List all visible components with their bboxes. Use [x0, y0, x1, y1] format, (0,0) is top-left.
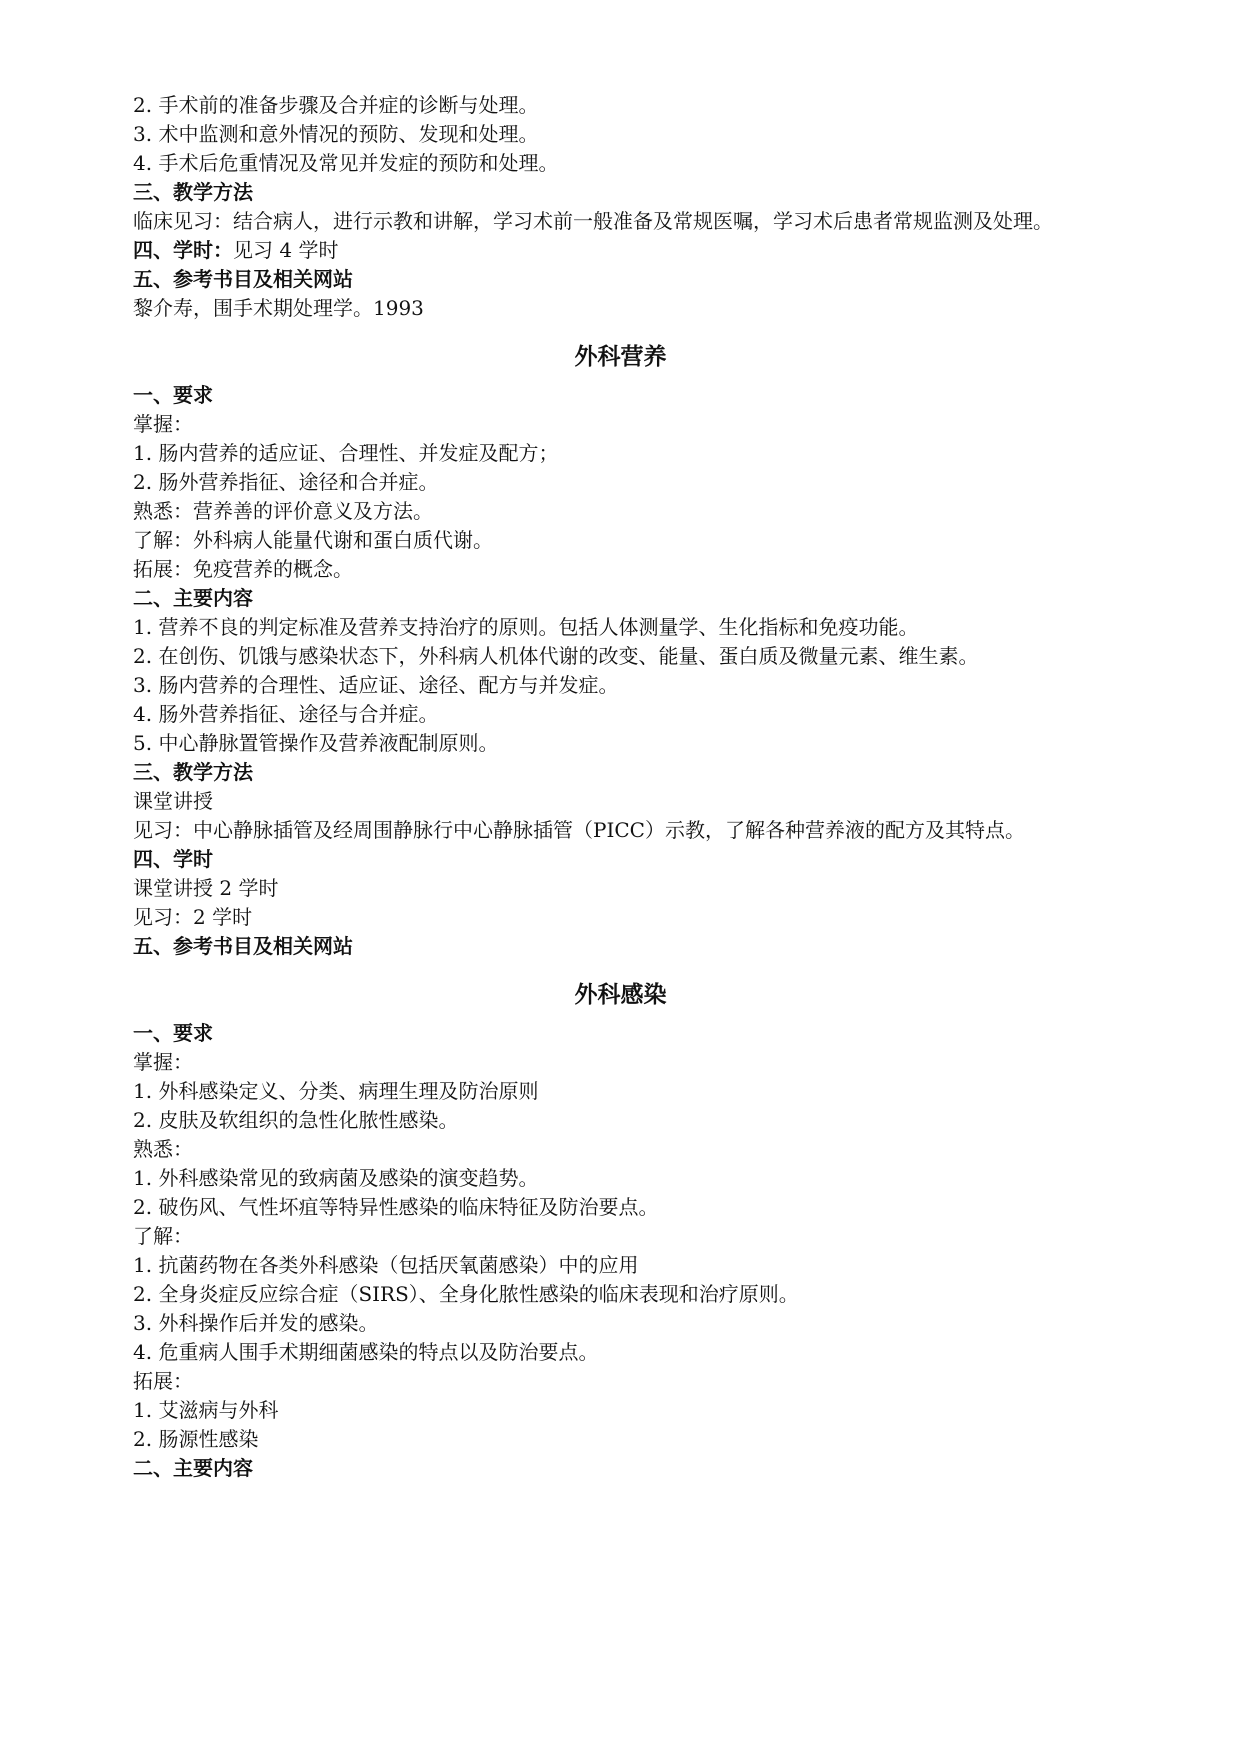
label: 熟悉：	[133, 1137, 193, 1161]
list-item: 3. 外科操作后并发的感染。	[133, 1311, 379, 1335]
list-item: 1. 营养不良的判定标准及营养支持治疗的原则。包括人体测量学、生化指标和免疫功能。	[133, 615, 919, 639]
list-item: 2. 在创伤、饥饿与感染状态下，外科病人机体代谢的改变、能量、蛋白质及微量元素、维生素。	[133, 644, 979, 668]
chapter-title: 外科营养	[574, 344, 667, 370]
section-heading: 四、学时	[133, 847, 213, 871]
section-heading: 五、参考书目及相关网站	[133, 934, 353, 958]
paragraph: 临床见习：结合病人，进行示教和讲解，学习术前一般准备及常规医嘱，学习术后患者常规监测及处理。	[133, 209, 1053, 233]
list-item: 4. 肠外营养指征、途径与合并症。	[133, 702, 439, 726]
section-heading: 三、教学方法	[133, 760, 253, 784]
label: 拓展：	[133, 1369, 193, 1393]
list-item: 2. 手术前的准备步骤及合并症的诊断与处理。	[133, 93, 539, 117]
section-heading: 二、主要内容	[133, 1456, 253, 1480]
hours-text: 见习 4 学时	[233, 238, 339, 262]
list-item: 3. 肠内营养的合理性、适应证、途径、配方与并发症。	[133, 673, 619, 697]
list-item: 2. 皮肤及软组织的急性化脓性感染。	[133, 1108, 459, 1132]
list-item: 1. 肠内营养的适应证、合理性、并发症及配方；	[133, 441, 559, 465]
list-item: 4. 手术后危重情况及常见并发症的预防和处理。	[133, 151, 559, 175]
chapter-title: 外科感染	[574, 982, 667, 1008]
reference-text: 黎介寿，围手术期处理学。1993	[133, 296, 424, 320]
list-item: 1. 抗菌药物在各类外科感染（包括厌氧菌感染）中的应用	[133, 1253, 639, 1277]
list-item: 5. 中心静脉置管操作及营养液配制原则。	[133, 731, 499, 755]
paragraph: 课堂讲授 2 学时	[133, 876, 279, 900]
section-heading: 一、要求	[133, 1021, 213, 1045]
list-item: 3. 术中监测和意外情况的预防、发现和处理。	[133, 122, 539, 146]
label: 了解：	[133, 1224, 193, 1248]
section-heading	[133, 234, 338, 266]
list-item: 1. 外科感染常见的致病菌及感染的演变趋势。	[133, 1166, 539, 1190]
label: 掌握：	[133, 412, 193, 436]
hours-heading: 四、学时：	[133, 238, 233, 262]
paragraph: 熟悉：营养善的评价意义及方法。	[133, 499, 433, 523]
paragraph: 见习：中心静脉插管及经周围静脉行中心静脉插管（PICC）示教，了解各种营养液的配方及其特点。	[133, 818, 1025, 842]
list-item: 1. 外科感染定义、分类、病理生理及防治原则	[133, 1079, 539, 1103]
paragraph: 见习：2 学时	[133, 905, 253, 929]
section-heading: 三、教学方法	[133, 180, 253, 204]
section-heading: 一、要求	[133, 383, 213, 407]
paragraph: 课堂讲授	[133, 789, 213, 813]
section-heading: 五、参考书目及相关网站	[133, 267, 353, 291]
list-item: 4. 危重病人围手术期细菌感染的特点以及防治要点。	[133, 1340, 599, 1364]
label: 掌握：	[133, 1050, 193, 1074]
list-item: 2. 肠外营养指征、途径和合并症。	[133, 470, 439, 494]
section-heading: 二、主要内容	[133, 586, 253, 610]
paragraph: 拓展：免疫营养的概念。	[133, 557, 353, 581]
list-item: 2. 全身炎症反应综合症（SIRS）、全身化脓性感染的临床表现和治疗原则。	[133, 1282, 799, 1306]
paragraph: 了解：外科病人能量代谢和蛋白质代谢。	[133, 528, 493, 552]
list-item: 1. 艾滋病与外科	[133, 1398, 279, 1422]
list-item: 2. 肠源性感染	[133, 1427, 259, 1451]
list-item: 2. 破伤风、气性坏疽等特异性感染的临床特征及防治要点。	[133, 1195, 659, 1219]
